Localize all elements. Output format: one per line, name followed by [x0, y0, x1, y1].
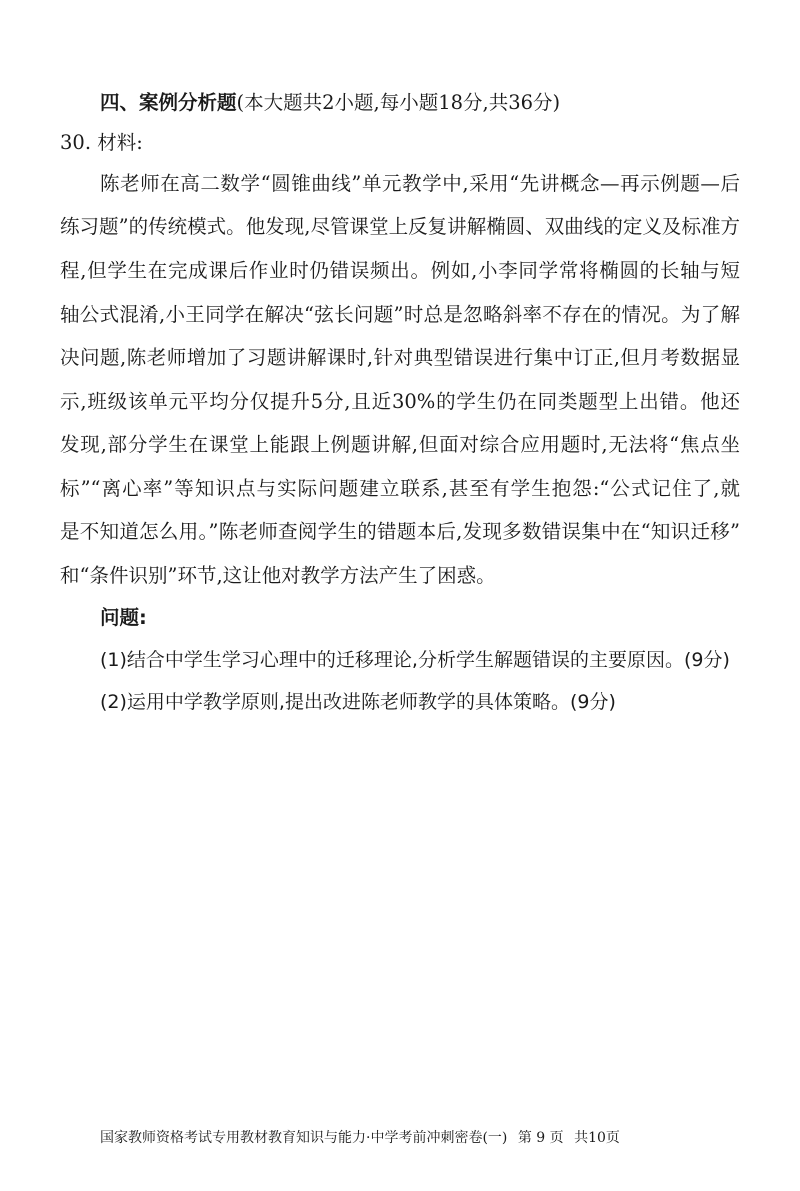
material-line-7: 发现,部分学生在课堂上能跟上例题讲解,但面对综合应用题时,无法将“焦点坐 — [60, 433, 740, 456]
section-title: 四、案例分析题 — [100, 91, 237, 114]
material-line-8: 标”“离心率”等知识点与实际问题建立联系,甚至有学生抱怨:“公式记住了,就 — [60, 477, 740, 500]
section-heading — [100, 90, 560, 116]
footer-page: 第 9 页 — [517, 1130, 564, 1146]
material-line-1: 陈老师在高二数学“圆锥曲线”单元教学中,采用“先讲概念—再示例题—后 — [100, 172, 740, 195]
question-item-1: (1)结合中学生学习心理中的迁移理论,分析学生解题错误的主要原因。(9分) — [100, 649, 730, 671]
material-line-6: 示,班级该单元平均分仅提升5分,且近30%的学生仍在同类题型上出错。他还 — [60, 390, 740, 413]
section-note: (本大题共2小题,每小题18分,共36分) — [236, 91, 561, 114]
footer-source: 国家教师资格考试专用教材教育知识与能力·中学考前冲刺密卷(一) — [100, 1130, 508, 1146]
material-line-3: 程,但学生在完成课后作业时仍错误频出。例如,小李同学常将椭圆的长轴与短 — [60, 259, 740, 282]
material-line-5: 决问题,陈老师增加了习题讲解课时,针对典型错误进行集中订正,但月考数据显 — [60, 346, 740, 369]
material-line-10: 和“条件识别”环节,这让他对教学方法产生了困惑。 — [60, 564, 496, 587]
material-line-9: 是不知道怎么用。”陈老师查阅学生的错题本后,发现多数错误集中在“知识迁移” — [60, 520, 740, 543]
question-number: 30. 材料: — [60, 131, 143, 154]
question-item-2: (2)运用中学教学原则,提出改进陈老师教学的具体策略。(9分) — [100, 691, 616, 713]
questions-heading: 问题: — [100, 606, 147, 629]
footer-total: 共10页 — [574, 1130, 620, 1146]
page-footer — [100, 1128, 626, 1148]
material-line-4: 轴公式混淆,小王同学在解决“弦长问题”时总是忽略斜率不存在的情况。为了解 — [60, 303, 740, 326]
material-line-2: 练习题”的传统模式。他发现,尽管课堂上反复讲解椭圆、双曲线的定义及标准方 — [60, 215, 740, 238]
